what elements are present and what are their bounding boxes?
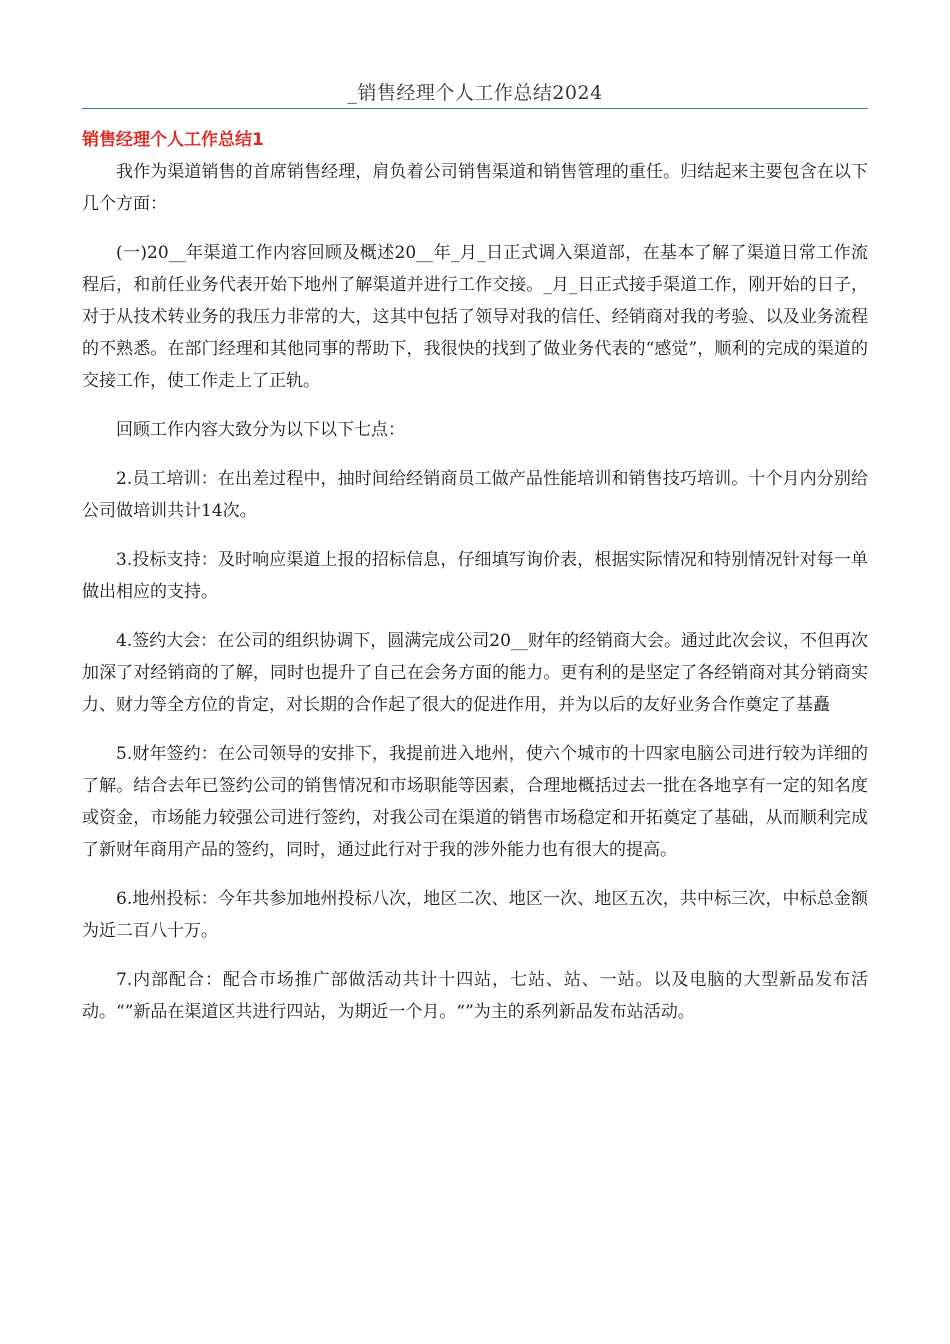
document-body [82,156,868,1045]
paragraph-review-overview: (一)20__年渠道工作内容回顾及概述20__年_月_日正式调入渠道部，在基本了解了渠道日常工作流程后，和前任业务代表开始下地州了解渠道并进行工作交接。_月_日正式接手渠道工作，刚开始的日子，对于从技术转业务的我压力非常的大，这其中包括了领导对我的信任、经销商对我的考验、以及业务流程的不熟悉。在部门经理和其他同事的帮助下，我很快的找到了做业务代表的“感觉”，顺利的完成的渠道的交接工作，使工作走上了正轨。 [82,243,868,391]
paragraph-fiscal-year-signing: 5.财年签约：在公司领导的安排下，我提前进入地州，使六个城市的十四家电脑公司进行较为详细的了解。结合去年已签约公司的销售情况和市场职能等因素，合理地概括过去一批在各地享有一定的知名度或资金，市场能力较强公司进行签约，对我公司在渠道的销售市场稳定和开拓奠定了基础，从而顺利完成了新财年商用产品的签约，同时，通过此行对于我的涉外能力也有很大的提高。 [82,744,868,860]
paragraph-staff-training: 2.员工培训：在出差过程中，抽时间给经销商员工做产品性能培训和销售技巧培训。十个月内分别给公司做培训共计14次。 [82,469,868,521]
paragraph-bid-support: 3.投标支持：及时响应渠道上报的招标信息，仔细填写询价表，根据实际情况和特别情况针对每一单做出相应的支持。 [82,550,868,602]
paragraph-regional-bidding: 6.地州投标：今年共参加地州投标八次，地区二次、地区一次、地区五次，共中标三次，中标总金额为近二百八十万。 [82,889,868,941]
paragraph-signing-conference: 4.签约大会：在公司的组织协调下，圆满完成公司20__财年的经销商大会。通过此次会议，不但再次加深了对经销商的了解，同时也提升了自己在会务方面的能力。更有利的是坚定了各经销商对其分销商实力、财力等全方位的肯定，对长期的合作起了很大的促进作用，并为以后的友好业务合作奠定了基矗 [82,631,868,715]
paragraph-intro: 我作为渠道销售的首席销售经理，肩负着公司销售渠道和销售管理的重任。归结起来主要包含在以下几个方面： [82,162,868,214]
section-title: 销售经理个人工作总结1 [82,130,264,150]
paragraph-seven-points-lead: 回顾工作内容大致分为以下以下七点： [116,420,405,440]
header-divider [82,108,868,109]
paragraph-internal-cooperation: 7.内部配合：配合市场推广部做活动共计十四站，七站、站、一站。以及电脑的大型新品发布活动。“”新品在渠道区共进行四站，为期近一个月。“”为主的系列新品发布站活动。 [82,970,868,1022]
running-header: _销售经理个人工作总结2024 [347,82,603,104]
